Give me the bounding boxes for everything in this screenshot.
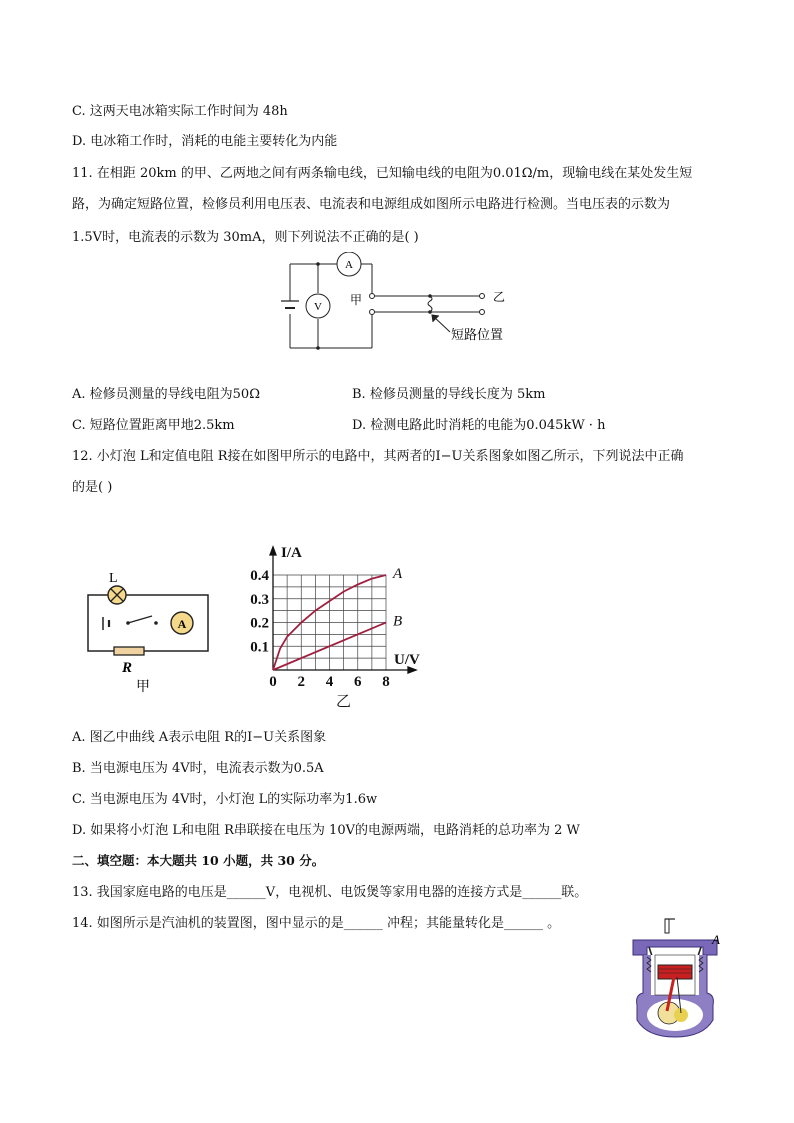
q11-circuit-figure [275,252,535,356]
q14-stem: 14. 如图所示是汽油机的装置图，图中显示的是______ 冲程；其能量转化是______ 。 [72,916,561,931]
y-axis-label: I/A [281,545,302,561]
series-label-B: B [393,613,403,630]
q12-stem-line2: 的是( ) [72,480,113,495]
q12-option-d: D. 如果将小灯泡 L和电阻 R串联接在电压为 10V的电源两端，电路消耗的总功率为 2 W [72,823,580,838]
end-label-jia: 甲 [349,293,362,307]
figure-caption-jia: 甲 [136,680,150,695]
x-tick-label: 4 [325,674,334,690]
figure-caption-yi: 乙 [335,694,352,710]
junction-dot [428,294,432,298]
engine-figure [625,915,725,1040]
x-tick-label: 2 [297,674,305,690]
short-circuit-label: 短路位置 [451,327,504,342]
q12-option-c: C. 当电源电压为 4V时，小灯泡 L的实际功率为1.6w [72,792,378,807]
junction-dot [428,310,432,314]
q12-stem-line1: 12. 小灯泡 L和定值电阻 R接在如图甲所示的电路中，其两者的I−U关系图象如图乙所示，下列说法中正确 [72,449,684,464]
junction-dot [316,262,320,266]
option-c-q10: C. 这两天电冰箱实际工作时间为 48h [72,104,288,119]
junction-dot [316,346,320,350]
voltmeter-symbol: V [314,301,322,313]
ammeter-label: A [177,617,187,631]
y-axis-arrow [270,547,276,555]
resistor-icon [114,647,144,655]
q12-circuit-figure [80,565,215,700]
engine-label-a: A [712,932,720,947]
series-label-A: A [393,566,403,582]
y-tick-label: 0.1 [250,639,269,656]
x-axis-label: U/V [394,652,420,668]
end-label-yi: 乙 [493,290,506,304]
q11-option-a: A. 检修员测量的导线电阻为50Ω [72,387,260,402]
q11-option-b: B. 检修员测量的导线长度为 5km [352,387,546,402]
section-heading-fill-in: 二、填空题：本大题共 10 小题，共 30 分。 [72,853,325,868]
x-tick-label: 8 [382,674,390,690]
q12-option-b: B. 当电源电压为 4V时，电流表示数为0.5A [72,761,324,776]
iu-chart [240,538,440,713]
option-d-q10: D. 电冰箱工作时，消耗的电能主要转化为内能 [72,134,338,149]
lamp-label: L [109,571,118,586]
y-tick-label: 0.2 [250,615,269,632]
q12-option-a: A. 图乙中曲线 A表示电阻 R的I−U关系图象 [72,730,327,745]
q11-option-c: C. 短路位置距离甲地2.5km [72,418,235,433]
x-tick-label: 6 [354,674,362,690]
q11-stem-line3: 1.5V时，电流表的示数为 30mA，则下列说法不正确的是( ) [72,230,419,245]
q13-stem: 13. 我国家庭电路的电压是______V，电视机、电饭煲等家用电器的连接方式是______联。 [72,885,588,900]
y-tick-label: 0.3 [250,591,269,608]
x-tick-label: 0 [269,674,277,690]
y-tick-label: 0.4 [250,568,269,584]
q11-stem-line2: 路，为确定短路位置，检修员利用电压表、电流表和电源组成如图所示电路进行检测。当电压表的示数为 [72,197,671,212]
q11-stem-line1: 11. 在相距 20km 的甲、乙两地之间有两条输电线，已知输电线的电阻为0.01Ω/m，现输电线在某处发生短 [72,166,693,181]
ammeter-symbol: A [345,259,353,271]
q11-option-d: D. 检测电路此时消耗的电能为0.045kW · h [352,418,606,433]
resistor-label: R [122,660,133,676]
